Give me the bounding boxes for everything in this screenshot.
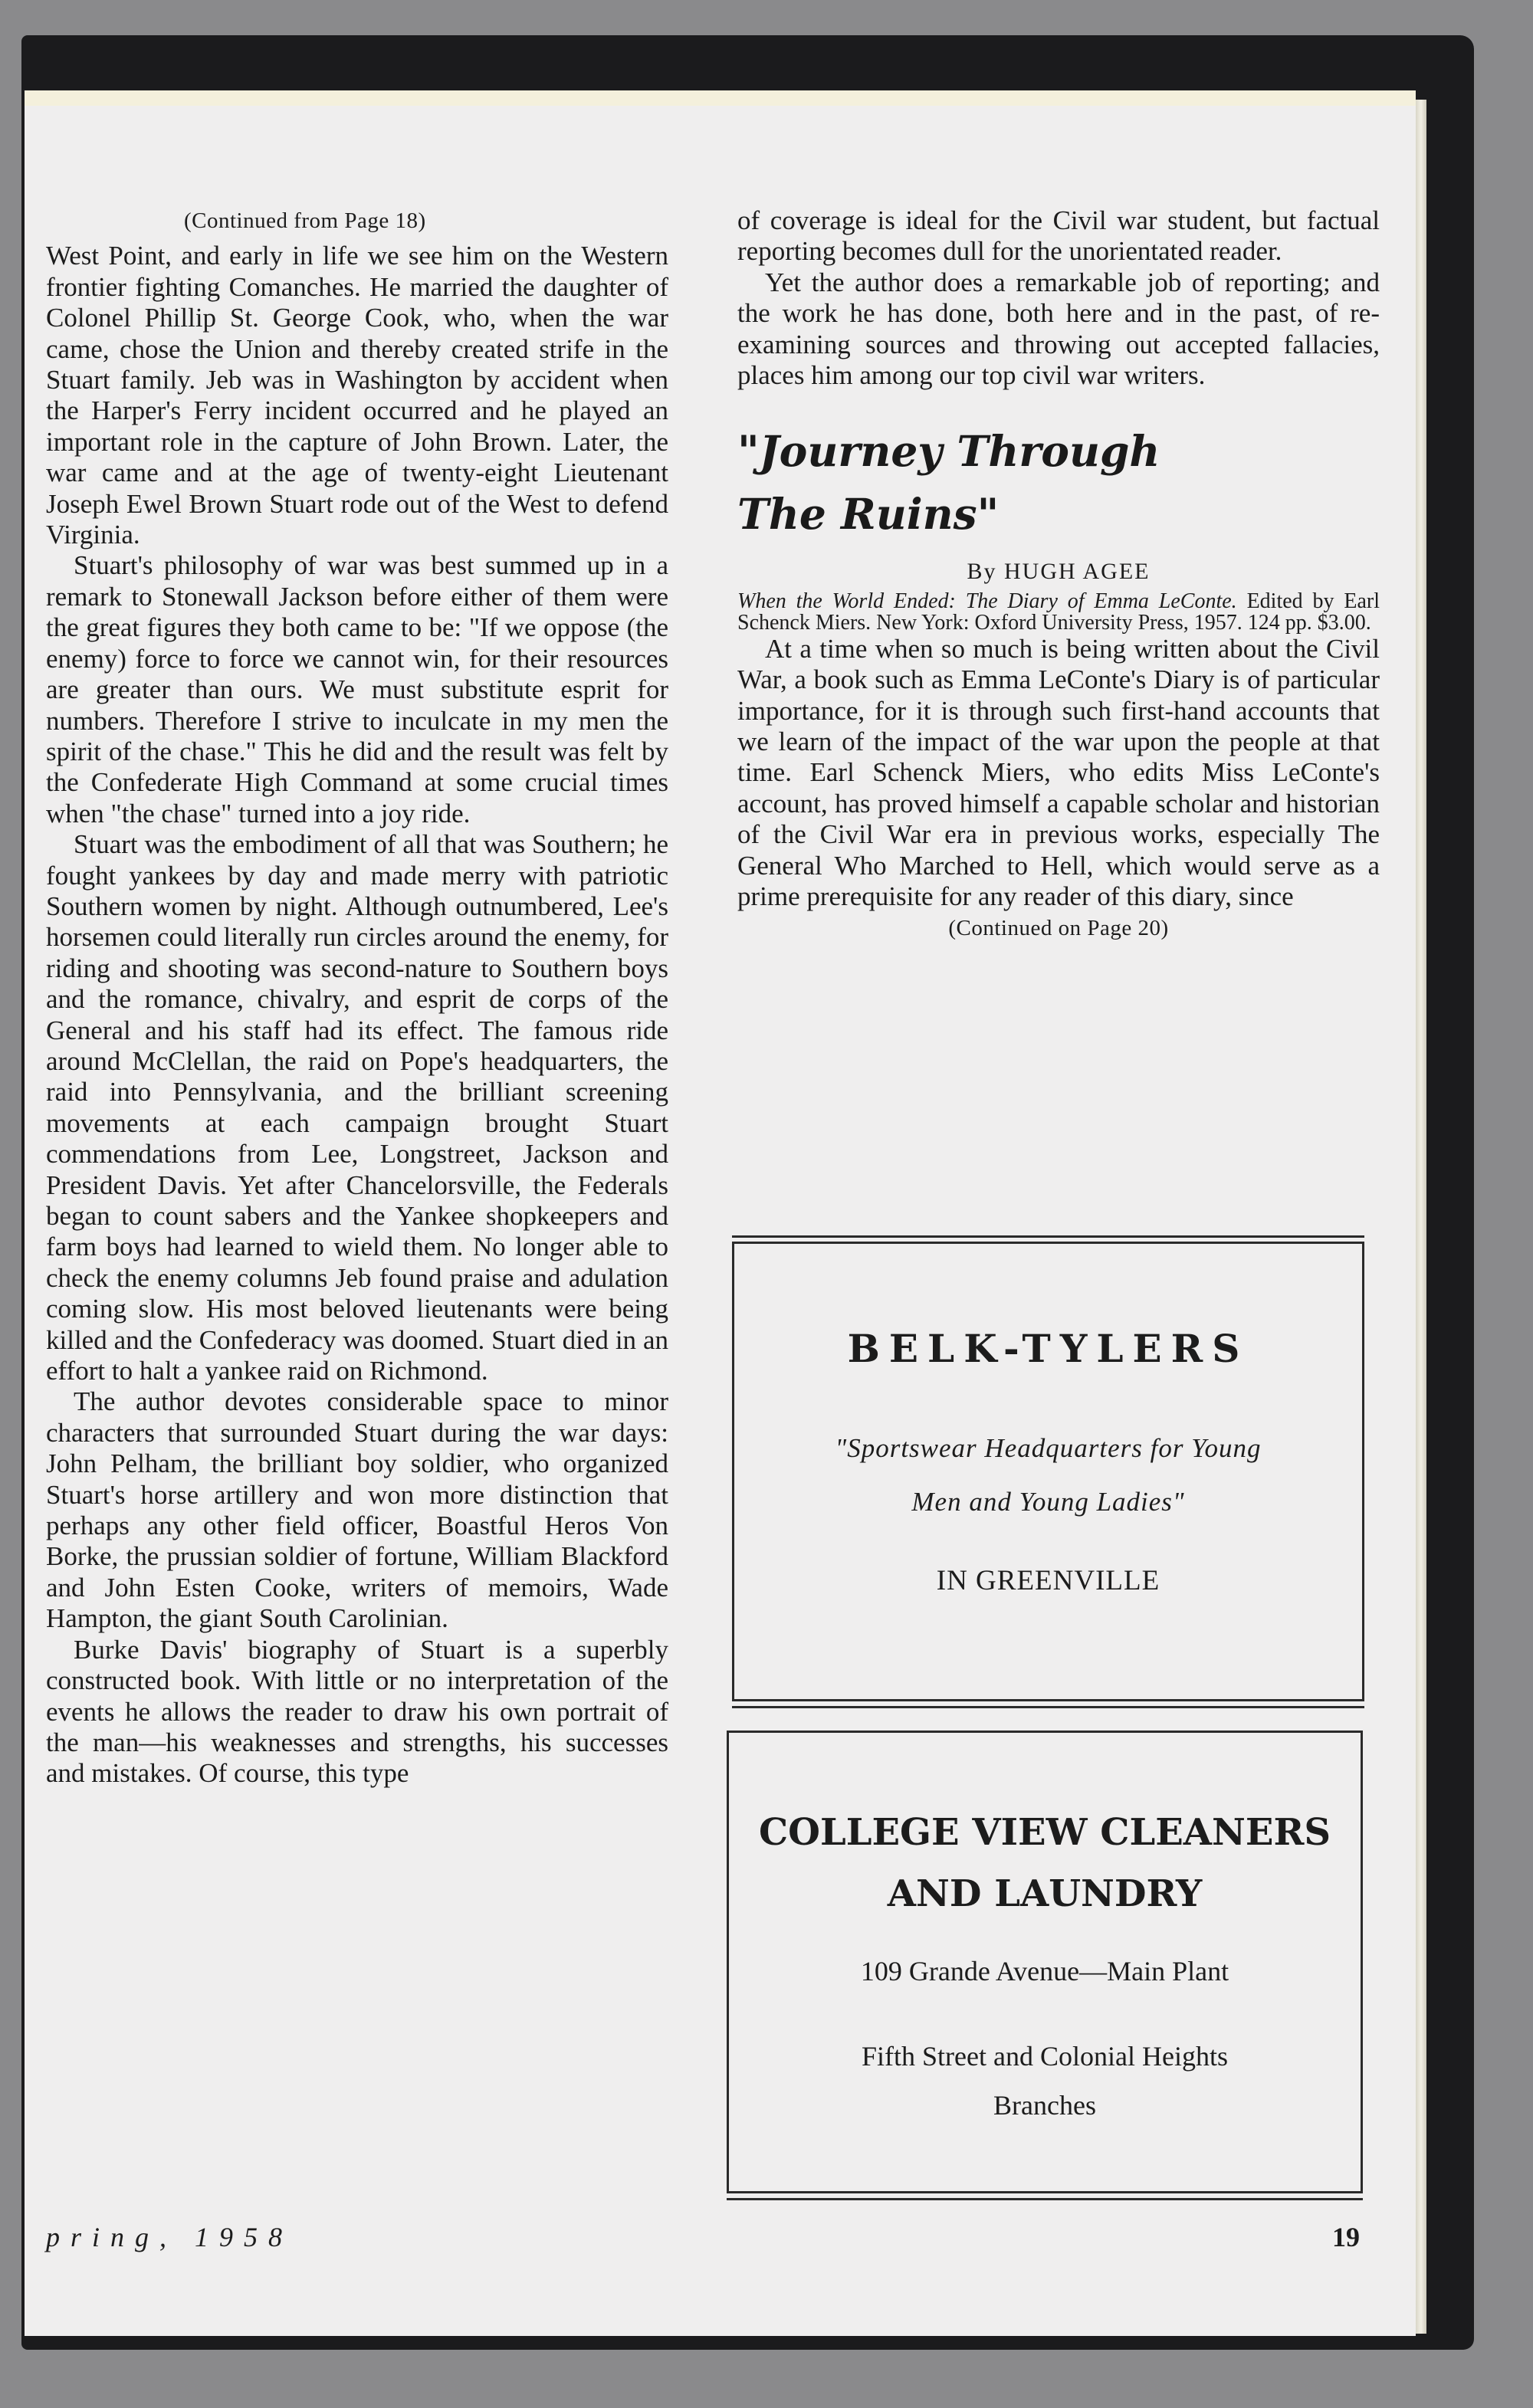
- book-info: [737, 591, 1380, 634]
- continued-from-note: (Continued from Page 18): [184, 208, 426, 233]
- cleaners-branches: [729, 2032, 1361, 2130]
- belk-ad-town: IN GREENVILLE: [936, 1565, 1160, 1596]
- stuart-paragraph-3: Stuart was the embodiment of all that was Southern; he fought yankees by day and made merry with patriotic Southern women by night. Although outnumbered, Lee's horsemen could literally run circles around the enemy, for riding and shooting was second-nature to Southern boys and the romance, chivalry, and esprit de corps of the General and his staff had its effect. The famous ride around McClellan, the raid on Pope's headquarters, the raid into Pennsylvania, and the brilliant screening movements at each campaign brought Stuart commendations from Lee, Longstreet, Jackson and President Davis. Yet after Chancelorsville, the Federals began to count sabers and the Yankee shopkeepers and farm boys had learned to wield them. No longer able to check the enemy columns Jeb found praise and adulation coming slow. His most beloved lieutenants were being killed and the Confederacy was doomed. Stuart died in an effort to halt a yankee raid on Richmond.: [46, 829, 668, 1386]
- article-byline: By HUGH AGEE: [967, 559, 1151, 585]
- article-title-line-2: The Ruins": [737, 489, 1000, 540]
- college-view-cleaners-ad: [727, 1731, 1363, 2193]
- ad-divider-rule: [732, 1706, 1364, 1708]
- cleaners-branch-line-1: Fifth Street and Colonial Heights: [862, 2041, 1228, 2072]
- ad-top-rule: [732, 1235, 1364, 1238]
- belk-slogan-line-1: "Sportswear Headquarters for Young: [835, 1433, 1262, 1463]
- book-title: When the World Ended: The Diary of Emma LeConte.: [737, 589, 1237, 613]
- book-details: Edited by Earl Schenck Miers. New York: Oxford University Press, 1957. 124 pp. $3.00.: [737, 589, 1380, 635]
- cleaners-ad-name: [729, 1802, 1361, 1924]
- stuart-paragraph-1: West Point, and early in life we see him on the Western frontier fighting Comanches. He married the daughter of Colonel Phillip St. George Cook, who, when the war came, chose the Union and thereby created strife in the Stuart family. Jeb was in Washington by accident when the Harper's Ferry incident occurred and he played an important role in the capture of John Brown. Later, the war came and at the age of twenty-eight Lieutenant Joseph Ewel Brown Stuart rode out of the West to defend Virginia.: [46, 241, 668, 550]
- right-column: [737, 205, 1380, 948]
- diary-review-paragraph: At a time when so much is being written about the Civil War, a book such as Emma LeConte's Diary is of particular importance, for it is through such first-hand accounts that we learn of the impact of the war upon the people at that time. Earl Schenck Miers, who edits Miss LeConte's account, has proved himself a capable scholar and historian of the Civil War era in previous works, especially The General Who Marched to Hell, which would serve as a prime prerequisite for any reader of this diary, since: [737, 633, 1380, 912]
- stuart-paragraph-5: Burke Davis' biography of Stuart is a superbly constructed book. With little or no interpretation of the events he allows the reader to draw his own portrait of the man—his weaknesses and strengths, his successes and mistakes. Of course, this type: [46, 1634, 668, 1789]
- review-paragraph-2: Yet the author does a remarkable job of reporting; and the work he has done, both here and in the past, of re-examining sources and throwing out accepted fallacies, places him among our top civil war writers.: [737, 267, 1380, 391]
- belk-ad-name: BELK-TYLERS: [847, 1326, 1249, 1371]
- belk-ad-slogan: [750, 1422, 1347, 1529]
- cleaners-branch-line-2: Branches: [993, 2090, 1096, 2121]
- page-number: 19: [1332, 2222, 1360, 2252]
- continued-on-note: (Continued on Page 20): [948, 915, 1169, 940]
- stuart-paragraph-2: Stuart's philosophy of war was best summed up in a remark to Stonewall Jackson before either of them were the great figures they both came to be: "If we oppose (the enemy) force to force we cannot win, for their resources are greater than ours. We must substitute esprit for numbers. Therefore I strive to inculcate in my men the spirit of the chase." This he did and the result was felt by the Confederate High Command at some crucial times when "the chase" turned into a joy ride.: [46, 550, 668, 828]
- left-column: [46, 205, 668, 1790]
- article-title: [737, 420, 1380, 546]
- cleaners-address: 109 Grande Avenue—Main Plant: [860, 1956, 1229, 1986]
- ad-bottom-rule: [727, 2198, 1363, 2200]
- cleaners-name-line-1: COLLEGE VIEW CLEANERS: [758, 1811, 1331, 1854]
- review-paragraph-1: of coverage is ideal for the Civil war student, but factual reporting becomes dull for the unorientated reader.: [737, 205, 1380, 267]
- page-edge: [1416, 100, 1426, 2334]
- article-title-line-1: "Journey Through: [737, 426, 1160, 477]
- belk-slogan-line-2: Men and Young Ladies": [911, 1487, 1185, 1517]
- footer-season: pring, 1958: [46, 2222, 294, 2252]
- stuart-paragraph-4: The author devotes considerable space to minor characters that surrounded Stuart during the war days: John Pelham, the brilliant boy soldier, who organized Stuart's horse artillery and won more distinction that perhaps any other field officer, Boastful Heros Von Borke, the prussian soldier of fortune, William Blackford and John Esten Cooke, writers of memoirs, Wade Hampton, the giant South Carolinian.: [46, 1386, 668, 1634]
- belk-tylers-ad: [732, 1242, 1364, 1701]
- cleaners-name-line-2: AND LAUNDRY: [887, 1872, 1203, 1915]
